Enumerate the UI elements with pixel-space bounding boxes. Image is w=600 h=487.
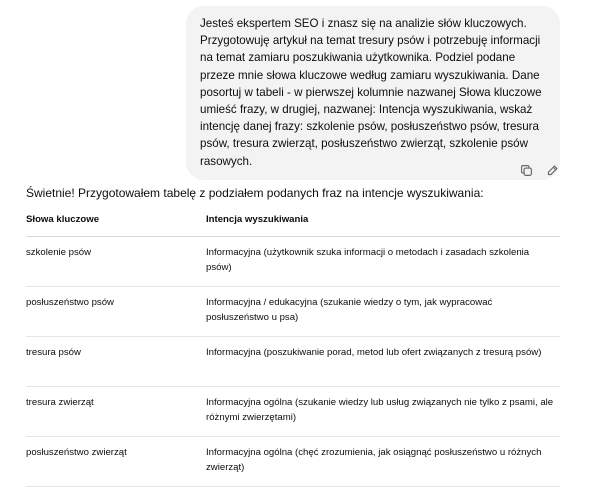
edit-button[interactable] xyxy=(544,162,560,178)
keyword-intent-table xyxy=(26,212,560,487)
keyword-cell: szkolenie psów xyxy=(26,237,206,287)
message-actions xyxy=(518,162,560,178)
keyword-cell: tresura zwierząt xyxy=(26,387,206,437)
keyword-cell: posłuszeństwo psów xyxy=(26,287,206,337)
copy-icon xyxy=(520,164,533,177)
intent-cell: Informacyjna (użytkownik szuka informacji o metodach i zasadach szkolenia psów) xyxy=(206,237,560,287)
table-row xyxy=(26,337,560,387)
keyword-cell: posłuszeństwo zwierząt xyxy=(26,437,206,487)
keyword-cell: tresura psów xyxy=(26,337,206,387)
user-message-bubble: Jesteś ekspertem SEO i znasz się na analizie słów kluczowych. Przygotowuję artykuł na temat tresury psów i potrzebuję informacji na temat zamiaru poszukiwania użytkownika. Podziel podane przeze mnie słowa kluczowe według zamiaru wyszukiwania. Dane posortuj w tabeli - w pierwszej kolumnie nazwanej Słowa kluczowe umieść frazy, w drugiej, nazwanej: Intencja wyszukiwania, wskaż intencję danej frazy: szkolenie psów, posłuszeństwo psów, tresura psów, tresura zwierząt, posłuszeństwo zwierząt, szkolenie psów rasowych. xyxy=(186,6,560,180)
table-row xyxy=(26,287,560,337)
intent-cell: Informacyjna ogólna (szukanie wiedzy lub usług związanych nie tylko z psami, ale różnymi zwierzętami) xyxy=(206,387,560,437)
column-header-keywords: Słowa kluczowe xyxy=(26,212,206,237)
intent-cell: Informacyjna (poszukiwanie porad, metod lub ofert związanych z tresurą psów) xyxy=(206,337,560,387)
copy-button[interactable] xyxy=(518,162,534,178)
intent-cell: Informacyjna ogólna (chęć zrozumienia, jak osiągnąć posłuszeństwo u różnych zwierząt) xyxy=(206,437,560,487)
table-row xyxy=(26,437,560,487)
assistant-message xyxy=(26,185,566,487)
table-row xyxy=(26,237,560,287)
table-row xyxy=(26,387,560,437)
table-header-row xyxy=(26,212,560,237)
intent-cell: Informacyjna / edukacyjna (szukanie wiedzy o tym, jak wypracować posłuszeństwo u psa) xyxy=(206,287,560,337)
column-header-intent: Intencja wyszukiwania xyxy=(206,212,560,237)
pencil-icon xyxy=(546,164,559,177)
assistant-intro-text: Świetnie! Przygotowałem tabelę z podziałem podanych fraz na intencje wyszukiwania: xyxy=(26,186,484,200)
